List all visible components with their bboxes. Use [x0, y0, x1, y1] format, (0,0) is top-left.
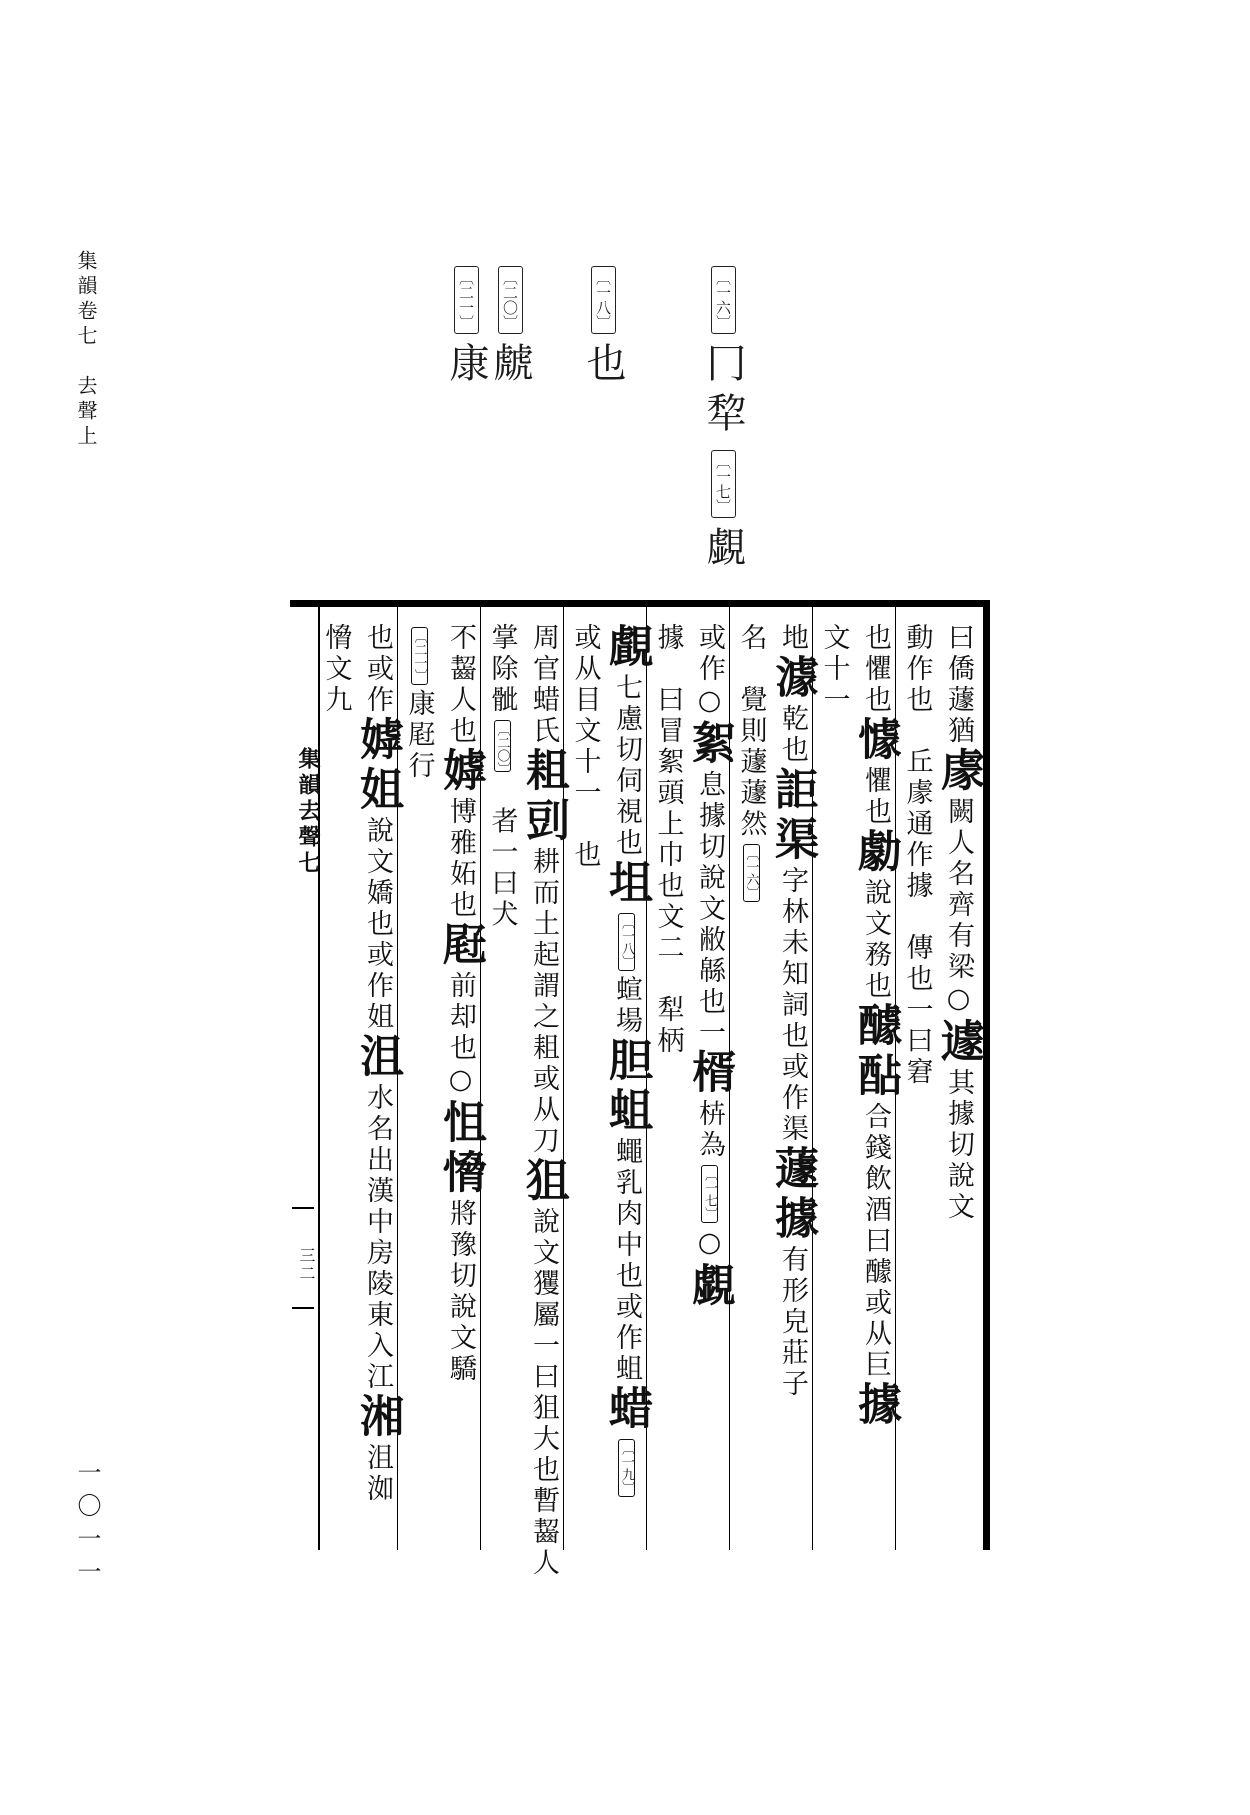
gloss-text: 也 — [569, 809, 601, 871]
gloss-text: 說文玃屬一曰狙大也暫齧人 — [528, 1207, 559, 1579]
note-ref-marker: 〔一八〕 — [618, 913, 635, 971]
woodblock-page — [290, 600, 990, 1579]
headword: 怚 — [435, 1099, 486, 1149]
gloss-text: 或从目文十一 — [569, 623, 601, 809]
headword: 坥 — [601, 859, 652, 909]
headword: 耝 — [518, 747, 569, 797]
note-ref-marker: 〔一九〕 — [618, 1439, 635, 1497]
headword: 據 — [767, 1195, 818, 1245]
headword: 澽 — [767, 654, 818, 704]
note-ref-marker: 〔一六〕 — [743, 844, 760, 902]
gloss-text: 覷 — [700, 526, 746, 576]
gloss-text: ○ — [694, 1227, 725, 1262]
gloss-text: 蠅乳肉中也或作蛆 — [611, 1137, 642, 1385]
headword: 楈 — [684, 1049, 735, 1099]
gloss-text: 說文嬌也或作姐 — [362, 816, 393, 1033]
headword: 酟 — [850, 1052, 901, 1102]
headword: 蘧 — [767, 1145, 818, 1195]
headword: 覷 — [684, 1262, 735, 1312]
headword: 狙 — [518, 1157, 569, 1207]
gloss-text: 沮洳 — [362, 1443, 393, 1505]
editorial-note-16 — [695, 258, 752, 576]
gloss-text: 掌除骴 — [486, 623, 518, 716]
gloss-text: 耕而土起謂之耝或从刀 — [528, 847, 559, 1157]
gloss-text: ○ — [694, 685, 725, 720]
note-ref-marker: 〔一七〕 — [701, 1165, 718, 1223]
headword: 覰 — [601, 623, 652, 673]
gloss-text: 將豫切說文驕 — [445, 1199, 476, 1385]
headword: 渠 — [767, 816, 818, 866]
fold-title: 集韻去聲七 — [295, 747, 321, 877]
gloss-text: 動作也 — [901, 623, 933, 716]
gloss-text: 犁柄 — [652, 964, 684, 1057]
headword: 愶 — [435, 1149, 486, 1199]
headword: 姐 — [352, 766, 403, 816]
gloss-text: 蜡氏 — [528, 685, 559, 747]
gloss-text: 乾也 — [777, 704, 808, 766]
headword: 胆 — [601, 1037, 652, 1087]
headword: 湘 — [352, 1393, 403, 1443]
headword: 遽 — [933, 1018, 984, 1068]
column-ruling — [812, 607, 814, 1550]
gloss-text: ○ — [943, 983, 974, 1018]
editorial-note-21 — [438, 258, 495, 392]
gloss-text: 犂 — [700, 392, 746, 442]
fold-page-number: 三二 — [297, 1247, 316, 1283]
headword: 蛆 — [601, 1087, 652, 1137]
note-ref-marker: 〔二一〕 — [454, 266, 479, 334]
gloss-text: 名 — [735, 623, 767, 654]
gloss-text: 覺則蘧蘧然 — [735, 654, 767, 840]
gloss-text: 有形皃莊子 — [777, 1245, 808, 1400]
note-ref-marker: 〔二一〕 — [411, 627, 428, 685]
gloss-text: 文十一 — [818, 623, 850, 716]
gloss-text: 康屘行 — [403, 689, 435, 782]
headword: 沮 — [352, 1033, 403, 1083]
gloss-text: 闕人名齊有梁 — [943, 797, 974, 983]
gloss-text: 枿為 — [694, 1099, 725, 1161]
note-ref-marker: 〔一六〕 — [711, 266, 736, 334]
running-head: 集韻卷七 去聲上 — [74, 250, 98, 450]
headword: 豦 — [933, 747, 984, 797]
headword: 嫭 — [435, 747, 486, 797]
note-ref-marker: 〔一八〕 — [591, 266, 616, 334]
gloss-text: ○ — [445, 1064, 476, 1099]
gloss-text: 懼也 — [860, 766, 891, 828]
gloss-text: 或作 — [694, 623, 725, 685]
note-ref-marker: 〔一七〕 — [711, 450, 736, 518]
page-number: 一〇一一 — [73, 1460, 101, 1592]
gloss-text: 周官 — [528, 623, 559, 685]
gloss-text: 不齧人也 — [445, 623, 476, 747]
headword: 勮 — [850, 828, 901, 878]
headword: 據 — [850, 1381, 901, 1431]
headword: 屘 — [435, 921, 486, 971]
gloss-text: 說文務也 — [860, 878, 891, 1002]
gloss-text: 蝖場 — [611, 975, 642, 1037]
gloss-text: 也 — [580, 342, 626, 392]
text-column — [283, 623, 353, 1543]
gloss-text: 七慮切伺視也 — [611, 673, 642, 859]
gloss-text: 愶文九 — [320, 623, 352, 716]
gloss-text: 曰僑蘧猶 — [943, 623, 974, 747]
gloss-text: 者一曰犬 — [486, 775, 518, 931]
gloss-text: 據 — [652, 623, 684, 654]
gloss-text: 水名出漢中房陵東入江 — [362, 1083, 393, 1393]
gloss-text: 前却也 — [445, 971, 476, 1064]
gloss-text: 曰冒絮頭上巾也文二 — [652, 654, 684, 964]
gloss-text: 冂 — [700, 342, 746, 392]
headword: 絮 — [684, 720, 735, 770]
gloss-text: 虤 — [487, 342, 533, 392]
gloss-text: 康 — [443, 342, 489, 392]
note-ref-marker: 〔二〇〕 — [498, 266, 523, 334]
editorial-note-18 — [575, 258, 632, 392]
note-ref-marker: 〔二〇〕 — [494, 720, 511, 772]
headword: 剅 — [518, 797, 569, 847]
gloss-text: 傳也一曰窘 — [901, 902, 933, 1088]
headword: 嫭 — [352, 716, 403, 766]
gloss-text: 也或作 — [362, 623, 393, 716]
gloss-text: 字林未知詞也或作渠 — [777, 866, 808, 1145]
headword: 詎 — [767, 766, 818, 816]
headword: 蜡 — [601, 1385, 652, 1435]
gloss-text: 博雅妬也 — [445, 797, 476, 921]
gloss-text: 丘豦通作據 — [901, 716, 933, 902]
gloss-text: 合錢飲酒曰醵或从巨 — [860, 1102, 891, 1381]
gloss-text: 其據切說文 — [943, 1068, 974, 1223]
headword: 醵 — [850, 1002, 901, 1052]
headword: 懅 — [850, 716, 901, 766]
gloss-text: 也懼也 — [860, 623, 891, 716]
gloss-text: 地 — [777, 623, 808, 654]
gloss-text: 息據切說文敝緜也一 — [694, 770, 725, 1049]
